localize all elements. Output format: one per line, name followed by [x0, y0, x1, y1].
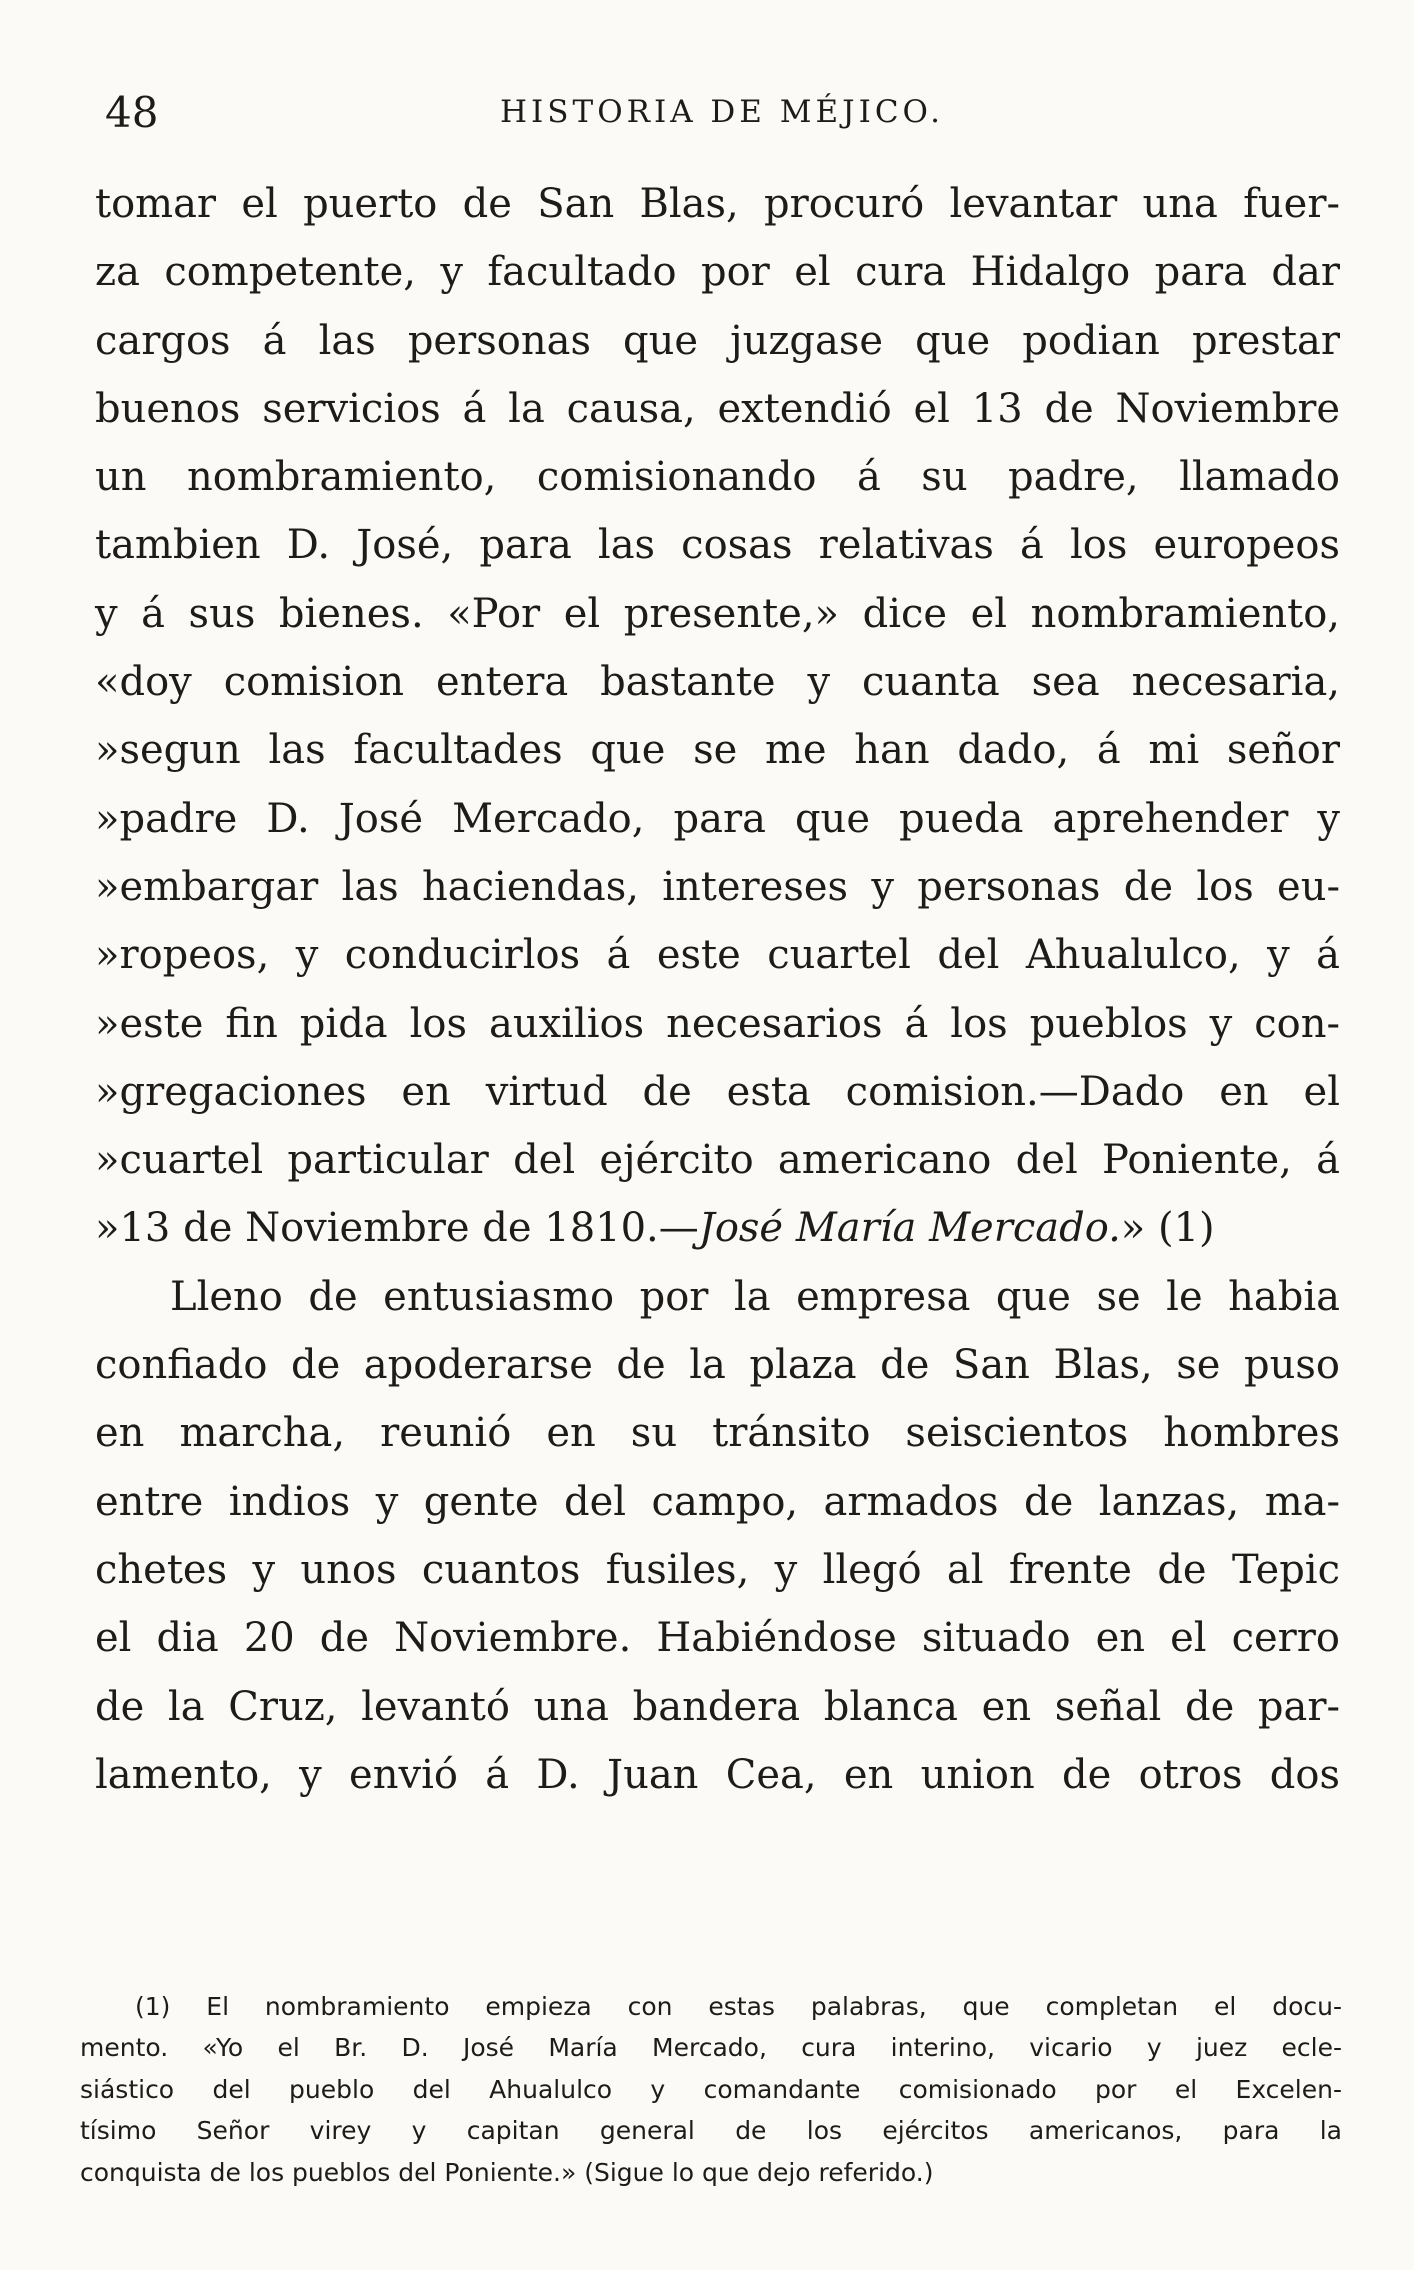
footnote-reference: » (1) [1120, 1205, 1215, 1252]
text-line: tomar el puerto de San Blas, procuró levantar una fuer- [95, 181, 1340, 227]
text-line: lamento, y envió á D. Juan Cea, en union de otros dos [95, 1751, 1340, 1798]
text-line: un nombramiento, comisionando á su padre, llamado [95, 454, 1340, 501]
text-line: Lleno de entusiasmo por la empresa que se le habia [170, 1273, 1340, 1320]
text-line: »gregaciones en virtud de esta comision.—Dado en el [95, 1068, 1340, 1115]
text-line: »embargar las haciendas, intereses y personas de los eu- [95, 863, 1340, 910]
body-text [95, 170, 1340, 1809]
text-line: confiado de apoderarse de la plaza de San Blas, se puso [95, 1342, 1340, 1389]
running-head [105, 88, 1335, 148]
text-line: en marcha, reunió en su tránsito seiscientos hombres [95, 1410, 1340, 1457]
running-title: HISTORIA DE MÉJICO. [500, 94, 944, 130]
text-line: cargos á las personas que juzgase que podian prestar [95, 317, 1340, 364]
text-line: «doy comision entera bastante y cuanta sea necesaria, [95, 659, 1340, 706]
footnotes [80, 1986, 1342, 2193]
text-line: »segun las facultades que se me han dado, á mi señor [95, 727, 1340, 774]
text-line: chetes y unos cuantos fusiles, y llegó al frente de Tepic [95, 1546, 1340, 1593]
signature-line [95, 1194, 1340, 1262]
text-line: el dia 20 de Noviembre. Habiéndose situado en el cerro [95, 1615, 1340, 1662]
text-line: tambien D. José, para las cosas relativas á los europeos [95, 522, 1340, 569]
footnote-line: tísimo Señor virey y capitan general de los ejércitos americanos, para la [80, 2116, 1342, 2146]
text-line: »cuartel particular del ejército americano del Poniente, á [95, 1137, 1340, 1184]
page-number: 48 [105, 88, 159, 137]
text-line: buenos servicios á la causa, extendió el 13 de Noviembre [95, 385, 1340, 432]
footnote-line: mento. «Yo el Br. D. José María Mercado, cura interino, vicario y juez ecle- [80, 2033, 1342, 2063]
text-line: »ropeos, y conducirlos á este cuartel del Ahualulco, y á [95, 932, 1340, 979]
text-line: de la Cruz, levantó una bandera blanca en señal de par- [95, 1683, 1340, 1730]
text-line: entre indios y gente del campo, armados de lanzas, ma- [95, 1478, 1340, 1525]
text-line: y á sus bienes. «Por el presente,» dice el nombramiento, [95, 590, 1340, 637]
text-line: za competente, y facultado por el cura Hidalgo para dar [95, 249, 1340, 296]
footnote-line: (1) El nombramiento empieza con estas palabras, que completan el docu- [135, 1992, 1342, 2021]
signature-name: José María Mercado. [698, 1205, 1121, 1252]
text-line: »padre D. José Mercado, para que pueda aprehender y [95, 795, 1340, 842]
footnote-line: conquista de los pueblos del Poniente.» (Sigue lo que dejo referido.) [80, 2157, 934, 2187]
signature-line-prefix: »13 de Noviembre de 1810.— [95, 1205, 699, 1252]
footnote-line: siástico del pueblo del Ahualulco y comandante comisionado por el Excelen- [80, 2074, 1342, 2104]
text-line: »este fin pida los auxilios necesarios á los pueblos y con- [95, 1000, 1340, 1047]
